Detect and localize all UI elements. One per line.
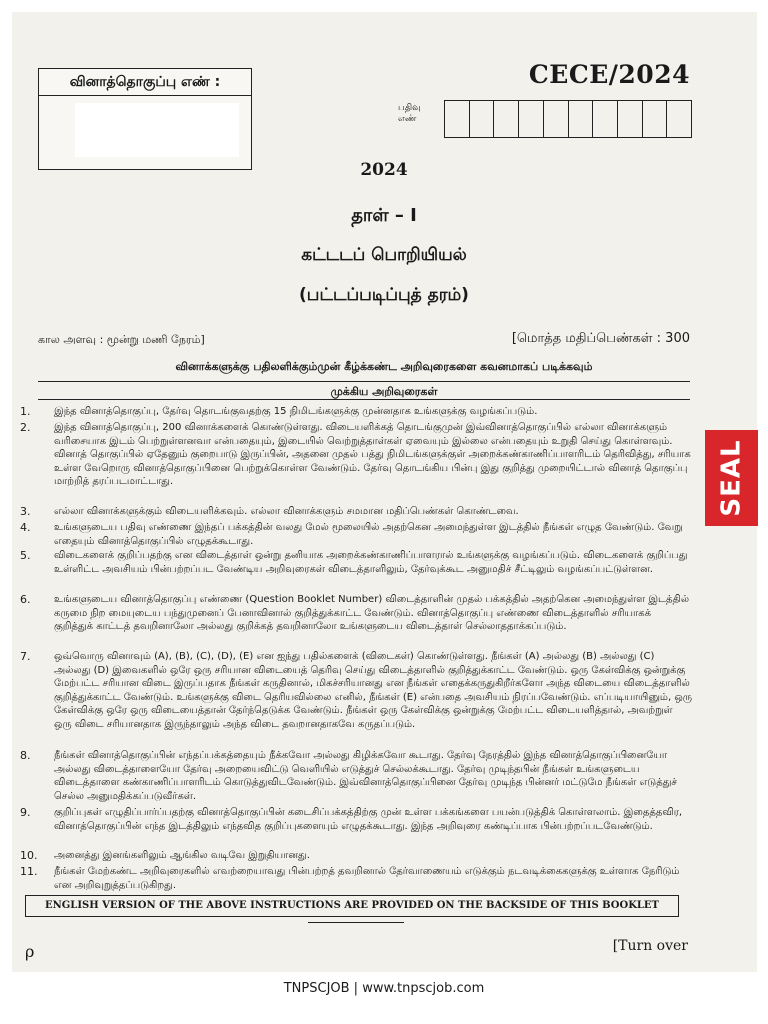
booklet-number-redaction — [75, 103, 239, 157]
subject-title: கட்டடப் பொறியியல் — [301, 245, 467, 265]
instruction-number: 5. — [20, 549, 31, 562]
register-digit-box[interactable] — [494, 101, 519, 137]
footer-source: TNPSCJOB | www.tnpscjob.com — [283, 981, 485, 996]
instruction-number: 6. — [20, 593, 31, 606]
register-digit-box[interactable] — [618, 101, 643, 137]
instruction-number: 11. — [20, 865, 38, 878]
instruction-text: உங்களுடைய பதிவு எண்ணை இந்தப் பக்கத்தின் வலது மேல் மூலையில் அதற்கென அமைந்துள்ள இடத்தில் நீங்கள் எழுத வேண்டும். வேறு எதையும் வினாத்தொகுப்பில் எழுதக்கூடாது. — [54, 522, 683, 547]
divider — [308, 922, 404, 923]
instruction-number: 4. — [20, 521, 31, 534]
booklet-number-label: வினாத்தொகுப்பு எண் : — [39, 69, 251, 96]
total-marks: [மொத்த மதிப்பெண்கள் : 300 — [511, 331, 690, 346]
register-number-label: பதிவு எண் — [398, 103, 421, 124]
register-digit-box[interactable] — [569, 101, 594, 137]
instruction-text: ஒவ்வொரு வினாவும் (A), (B), (C), (D), (E) என ஐந்து பதில்களைக் (விடைகள்) கொண்டுள்ளது. நீங்கள் (A) அல்லது (B) அல்லது (C) அல்லது (D) இவைகளில் ஒரே ஒரு சரியான விடையைத் தெரிவு செய்து விடைத்தாளில் குறித்துக்காட்ட வேண்டும். ஒரு கேள்விக்கு ஒன்றுக்கு மேற்பட்ட சரியான விடை இருப்பதாக நீங்கள் கருதினால், மிகச்சரியானது என நீங்கள் எதைக்கருதுகிறீர்களோ அந்த விடையை விடைத்தாளில் குறித்துக்காட்ட வேண்டும். உங்களுக்கு விடை தெரியவில்லை எனில், நீங்கள் (E) என்பதை அவசியம் நிரப்பவேண்டும். எப்படியாயினும், ஒரு கேள்விக்கு ஒரே ஒரு விடையைத்தான் தேர்ந்தெடுக்க வேண்டும். நீங்கள் ஒரு கேள்விக்கு ஒன்றுக்கு மேற்பட்ட விடையளித்தால், அவற்றுள் ஒரு விடை சரியானதாக இருந்தாலும் அந்த விடை தவறானதாகவே கருதப்படும். — [54, 651, 692, 730]
instruction-number: 3. — [20, 505, 31, 518]
page-mark: ρ — [25, 942, 35, 961]
time-duration: கால அளவு : மூன்று மணி நேரம்] — [38, 333, 205, 346]
instruction-number: 7. — [20, 650, 31, 663]
register-digit-box[interactable] — [470, 101, 495, 137]
instruction-number: 2. — [20, 421, 31, 434]
instruction-number: 10. — [20, 849, 38, 862]
exam-year: 2024 — [360, 160, 408, 180]
seal-label: SEAL — [716, 439, 747, 517]
instruction-text: நீங்கள் மேற்கண்ட அறிவுரைகளில் எவற்றையாவது பின்பற்றத் தவறினால் தேர்வாணையம் எடுக்கும் நடவடிக்கைகளுக்கு உள்ளாக நேரிடும் என அறிவுறுத்தப்படுகிறது. — [54, 866, 680, 891]
instruction-text: குறிப்புகள் எழுதிப்பார்ப்பதற்கு வினாத்தொகுப்பின் கடைசிப்பக்கத்திற்கு முன் உள்ள பக்கங்களை பயன்படுத்திக் கொள்ளலாம். இதைத்தவிர, வினாத்தொகுப்பின் எந்த இடத்திலும் எந்தவித குறிப்புகளையும் எழுதக்கூடாது. இந்த அறிவுரை கண்டிப்பாக பின்பற்றப்படவேண்டும். — [54, 807, 683, 832]
booklet-number-box — [38, 68, 252, 170]
instruction-text: நீங்கள் வினாத்தொகுப்பின் எந்தப்பக்கத்தையும் நீக்கவோ அல்லது கிழிக்கவோ கூடாது. தேர்வு நேரத்தில் இந்த வினாத்தொகுப்பினையோ அல்லது விடைத்தாளையோ தேர்வு அறையைவிட்டு வெளியில் எடுத்துச் செல்லக்கூடாது. தேர்வு முடிந்தபின் நீங்கள் உங்களுடைய விடைத்தாளை கண்காணிப்பாளரிடம் கொடுத்துவிடவேண்டும். இவ்வினாத்தொகுப்பினை தேர்வு முடிந்த பின்னர் மட்டுமே நீங்கள் எடுத்துச் செல்ல அனுமதிக்கப்படுவீர்கள். — [54, 750, 677, 802]
instruction-text: விடைகளைக் குறிப்பதற்கு என விடைத்தாள் ஒன்று தனியாக அறைக்கண்காணிப்பாளரால் உங்களுக்கு வழங்கப்படும். விடைகளைக் குறிப்பது உள்ளிட்ட அவசியம் பின்பற்றப்பட வேண்டிய அறிவுரைகள் விடைத்தாளிலும், தேர்வுக்கூட அனுமதிச் சீட்டிலும் வழங்கப்பட்டுள்ளன. — [54, 550, 688, 575]
turn-over-label: [Turn over — [612, 938, 688, 954]
instruction-text: எல்லா வினாக்களுக்கும் விடையளிக்கவும். எல்லா வினாக்களும் சமமான மதிப்பெண்கள் கொண்டவை. — [54, 506, 519, 517]
register-digit-box[interactable] — [519, 101, 544, 137]
instruction-text: இந்த வினாத்தொகுப்பு, 200 வினாக்களைக் கொண்டுள்ளது. விடையளிக்கத் தொடங்குமுன் இவ்வினாத்தொகுப்பில் எல்லா வினாக்களும் வரிசையாக இடம் பெற்றுள்ளனவா என்பதையும், இடையில் வெற்றுத்தாள்கள் ஏவையும் இல்லை என்பதையும் உறுதி செய்து கொள்ளவும். வினாத் தொகுப்பில் ஏதேனும் குறைபாடு இருப்பின், அதனை முதல் பத்து நிமிடங்களுக்குள் அறைக்கண்காணிப்பாளரிடம் தெரிவித்து, சரியாக உள்ள வேறொரு வினாத்தொகுப்பினை பெற்றுக்கொள்ள வேண்டும். தேர்வு தொடங்கிய பின்பு இது குறித்து முறையிட்டால் வினாத் தொகுப்பு மாற்றித் தரப்படமாட்டாது. — [54, 422, 691, 487]
instruction-number: 8. — [20, 749, 31, 762]
register-number-boxes[interactable] — [444, 100, 692, 138]
instruction-number: 1. — [20, 405, 31, 418]
divider — [38, 381, 690, 382]
seal-tag — [705, 430, 758, 526]
register-digit-box[interactable] — [643, 101, 668, 137]
instruction-number: 9. — [20, 806, 31, 819]
instruction-text: இந்த வினாத்தொகுப்பு, தேர்வு தொடங்குவதற்கு 15 நிமிடங்களுக்கு முன்னதாக உங்களுக்கு வழங்கப்படும். — [54, 406, 538, 417]
register-digit-box[interactable] — [445, 101, 470, 137]
divider — [38, 399, 690, 400]
register-digit-box[interactable] — [667, 101, 691, 137]
instruction-text: உங்களுடைய வினாத்தொகுப்பு எண்ணை (Question Booklet Number) விடைத்தாளின் முதல் பக்கத்தில் அதற்கென அமைந்துள்ள இடத்தில் கருமை நிற மையுடைய பந்துமுனைப் பேனாவினால் குறித்துக்காட்ட வேண்டும். வினாத்தொகுப்பு எண்ணை விடைத்தாளில் சரியாகக் குறித்துக் காட்டத் தவறினாலோ அல்லது குறிக்கத் தவறினாலோ உங்களுடைய விடைத்தாள் செல்லாததாக்கப்படும். — [54, 594, 690, 632]
instructions-heading: முக்கிய அறிவுரைகள் — [330, 385, 438, 398]
advisory-line: வினாக்களுக்கு பதிலளிக்கும்முன் கீழ்க்கண்ட அறிவுரைகளை கவனமாகப் படிக்கவும் — [175, 360, 593, 373]
degree-level: (பட்டப்படிப்புத் தரம்) — [299, 285, 469, 305]
register-digit-box[interactable] — [593, 101, 618, 137]
exam-code: CECE/2024 — [528, 60, 690, 89]
register-digit-box[interactable] — [544, 101, 569, 137]
instruction-text: அனைத்து இனங்களிலும் ஆங்கில வடிவே இறுதியானது. — [54, 850, 310, 861]
paper-number: தாள் – I — [351, 205, 417, 226]
english-version-note: ENGLISH VERSION OF THE ABOVE INSTRUCTIONS ARE PROVIDED ON THE BACKSIDE OF THIS BOOKLET — [25, 895, 679, 917]
